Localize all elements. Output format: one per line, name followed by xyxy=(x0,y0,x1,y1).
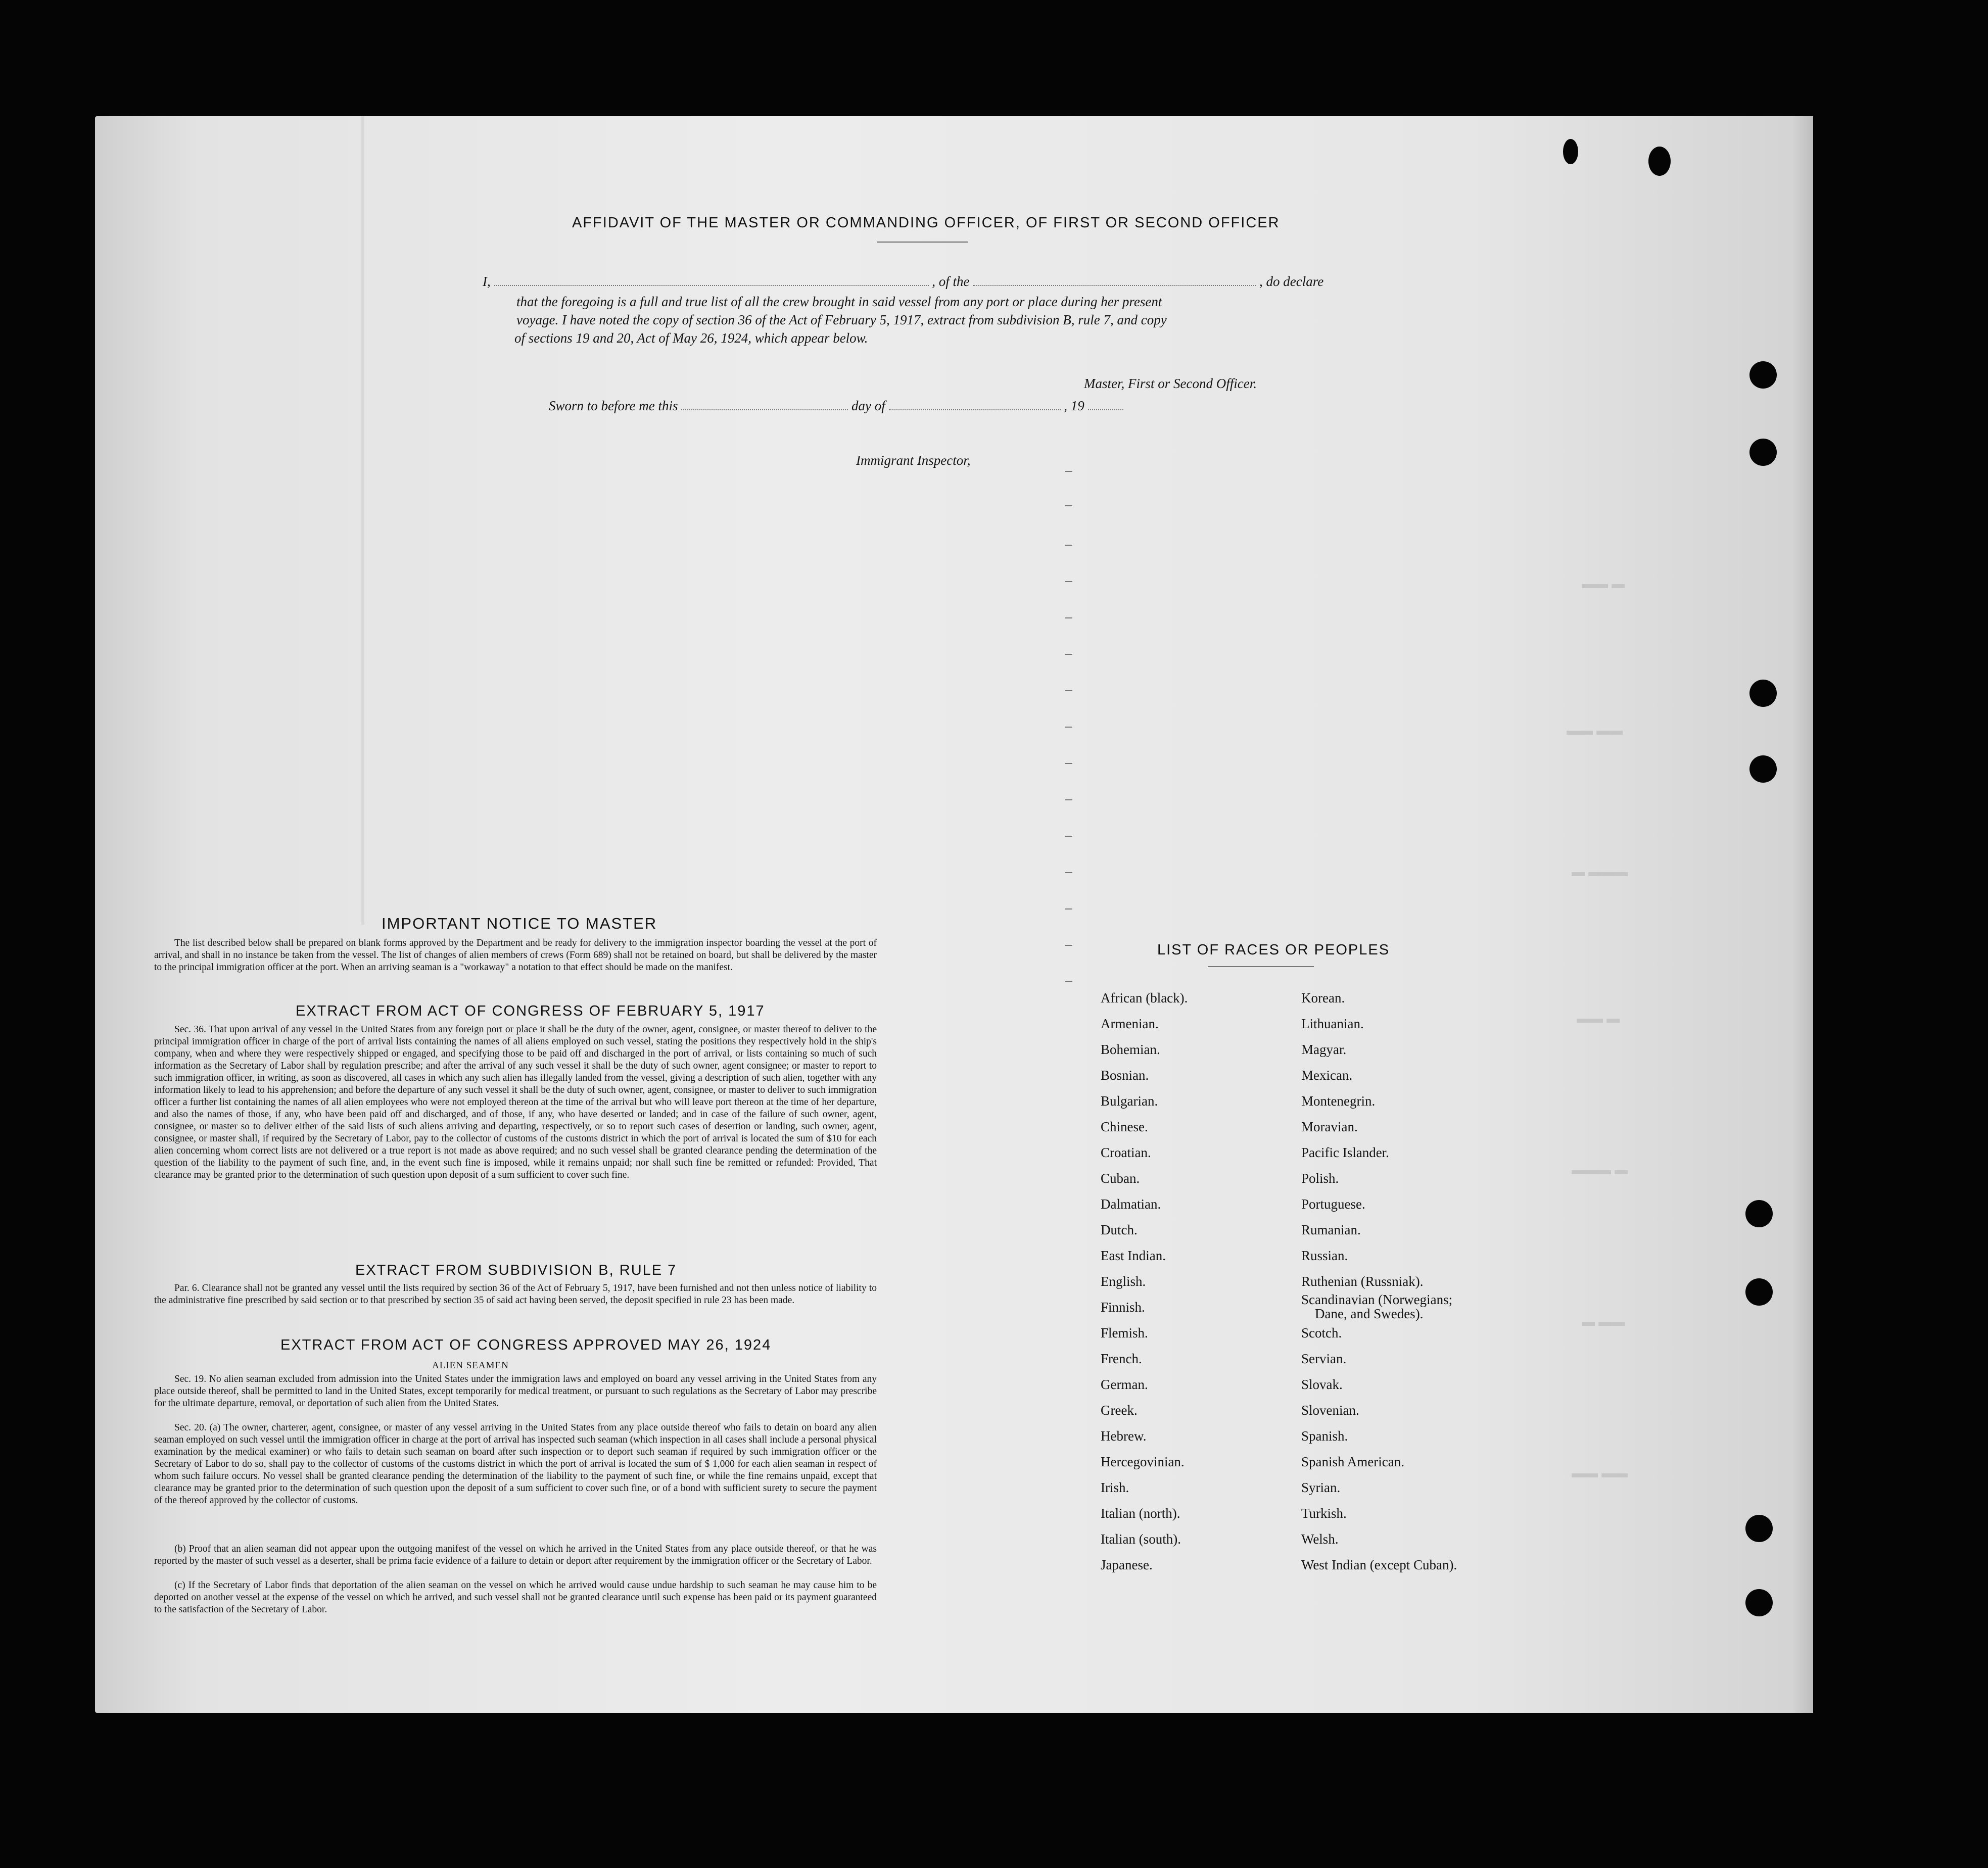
race-item: Irish. xyxy=(1101,1480,1129,1495)
bleed-through-text: ▬▬▬ ▬ xyxy=(1572,1162,1628,1177)
race-item: Chinese. xyxy=(1101,1119,1148,1134)
race-item: French. xyxy=(1101,1351,1142,1366)
tick-mark xyxy=(1065,690,1072,691)
race-item: Slovenian. xyxy=(1301,1403,1359,1418)
punch-hole xyxy=(1749,755,1777,783)
bleed-through-text: ▬▬ ▬ xyxy=(1582,576,1625,591)
name-field[interactable] xyxy=(494,275,929,286)
tick-mark xyxy=(1065,945,1072,946)
extract-rule7-title: EXTRACT FROM SUBDIVISION B, RULE 7 xyxy=(355,1262,677,1278)
tick-mark xyxy=(1065,581,1072,582)
race-item: Finnish. xyxy=(1101,1300,1145,1315)
race-item: Dalmatian. xyxy=(1101,1196,1161,1212)
race-item: Spanish American. xyxy=(1301,1454,1404,1469)
tick-mark xyxy=(1065,617,1072,618)
tick-mark xyxy=(1065,727,1072,728)
affidavit-body-line-3: of sections 19 and 20, Act of May 26, 1924, which appear below. xyxy=(514,330,868,346)
race-item: Scotch. xyxy=(1301,1325,1342,1340)
punch-hole xyxy=(1749,439,1777,466)
race-item: Magyar. xyxy=(1301,1042,1347,1057)
race-item: Pacific Islander. xyxy=(1301,1145,1389,1160)
punch-hole xyxy=(1745,1515,1773,1542)
race-item: Rumanian. xyxy=(1301,1222,1361,1237)
race-item: West Indian (except Cuban). xyxy=(1301,1557,1457,1572)
page-fold xyxy=(361,116,364,925)
tick-mark xyxy=(1065,545,1072,546)
race-item: Lithuanian. xyxy=(1301,1016,1364,1031)
race-item: Portuguese. xyxy=(1301,1196,1365,1212)
race-item: Armenian. xyxy=(1101,1016,1159,1031)
race-item: Bosnian. xyxy=(1101,1068,1149,1083)
i-label: I, xyxy=(483,274,491,289)
bleed-through-text: ▬▬ ▬▬ xyxy=(1567,723,1623,738)
notice-title: IMPORTANT NOTICE TO MASTER xyxy=(382,915,657,932)
race-item: Turkish. xyxy=(1301,1506,1347,1521)
sworn-line xyxy=(549,398,1123,414)
punch-hole xyxy=(1749,680,1777,707)
tick-mark xyxy=(1065,763,1072,764)
race-item: Servian. xyxy=(1301,1351,1347,1366)
sworn-year-field[interactable] xyxy=(1088,399,1123,410)
race-item: Moravian. xyxy=(1301,1119,1358,1134)
punch-hole xyxy=(1745,1200,1773,1227)
of-the-label: , of the xyxy=(932,274,970,289)
race-item: Bulgarian. xyxy=(1101,1093,1158,1109)
race-item: Scandinavian (Norwegians; xyxy=(1301,1292,1453,1307)
race-item: Hercegovinian. xyxy=(1101,1454,1185,1469)
punch-hole xyxy=(1563,139,1578,164)
tick-mark xyxy=(1065,981,1072,982)
extract-1924-sec20b: (b) Proof that an alien seaman did not appear upon the outgoing manifest of the vessel on which he arrived in the United States from any place outside thereof, or that he was reported by the master of such vessel as a deserter, shall be prima facie evidence of a failure to detain or deport after requirement by the immigration officer or the Secretary of Labor. xyxy=(154,1544,877,1566)
race-item: Montenegrin. xyxy=(1301,1093,1376,1109)
race-item: Mexican. xyxy=(1301,1068,1353,1083)
tick-mark xyxy=(1065,799,1072,800)
race-item: Italian (north). xyxy=(1101,1506,1180,1521)
race-item: African (black). xyxy=(1101,990,1188,1005)
race-item: Russian. xyxy=(1301,1248,1348,1263)
tick-mark xyxy=(1065,872,1072,873)
title-rule xyxy=(877,242,968,243)
tick-mark xyxy=(1065,836,1072,837)
race-item: East Indian. xyxy=(1101,1248,1166,1263)
bleed-through-text: ▬▬ ▬▬ xyxy=(1572,1465,1628,1480)
extract-1924-sec19: Sec. 19. No alien seaman excluded from admission into the United States under the immigration laws and employed on board any vessel arriving in the United States from any place outside thereof, shall be permitted to land in the United States, except temporarily for medical treatment, or pursuant to such regulations as the Secretary of Labor may prescribe for the ultimate departure, removal, or deportation of such alien from the United States. xyxy=(154,1374,877,1409)
punch-hole xyxy=(1745,1589,1773,1616)
vessel-field[interactable] xyxy=(973,275,1256,286)
year-label: , 19 xyxy=(1064,398,1084,413)
races-title: LIST OF RACES OR PEOPLES xyxy=(1157,942,1390,958)
punch-hole xyxy=(1749,361,1777,389)
sworn-month-field[interactable] xyxy=(889,399,1061,410)
race-item: English. xyxy=(1101,1274,1146,1289)
tick-mark xyxy=(1065,471,1072,472)
race-item: Dutch. xyxy=(1101,1222,1138,1237)
race-item: Flemish. xyxy=(1101,1325,1148,1340)
races-title-rule xyxy=(1208,966,1314,967)
alien-seamen-subtitle: ALIEN SEAMEN xyxy=(432,1360,509,1371)
extract-1917-text: Sec. 36. That upon arrival of any vessel in the United States from any foreign port or place it shall be the duty of the owner, agent, consignee, or master thereof to deliver to the principal immigration officer in charge of the port of arrival lists containing the names of all aliens employed on such vessel, stating the positions they respectively hold in the ship's company, when and where they were respectively shipped or engaged, and specifying those to be paid off and discharged in the port of arrival, or lists containing so much of such information as the Secretary of Labor shall by regulation prescribe; and after the arrival of any such vessel it shall be the duty of such owner, agent consignee; or master to report to such immigration officer, in writing, as soon as discovered, all cases in which any such alien has illegally landed from the vessel, giving a description of such alien, together with any information likely to lead to his apprehension; and before the departure of any such vessel it shall be the duty of such owner, agent, consignee, or master to deliver to such immigration officer a further list containing the names of all alien employees who were not employed thereon at the time of the arrival but who will leave port thereon at the time of her departure, and also the names of those, if any, who have been paid off and discharged, and of those, if any, who have deserted or landed; and in case of the failure of such owner, agent, consignee, or master so to deliver either of the said lists of such aliens arriving and departing, respectively, or so to report such cases of desertion or landing, such owner, agent, consignee, or master shall, if required by the Secretary of Labor, pay to the collector of customs of the customs district in which the port of arrival is located the sum of $10 for each alien concerning whom correct lists are not delivered or a true report is not made as above required; and no such vessel shall be granted clearance pending the determination of the question of the liability to the payment of such fine, and, in the event such fine is imposed, while it remains unpaid; nor shall such fine be remitted or refunded: Provided, That clearance may be granted prior to the determination of such question upon deposit of a sum sufficient to cover such fine. xyxy=(154,1024,877,1180)
race-item: Polish. xyxy=(1301,1171,1339,1186)
race-item: Syrian. xyxy=(1301,1480,1341,1495)
race-item: German. xyxy=(1101,1377,1148,1392)
extract-1924-sec20c: (c) If the Secretary of Labor finds that deportation of the alien seaman on the vessel on which he arrived would cause undue hardship to such seaman he may cause him to be deported on another vessel at the expense of the vessel on which he arrived, and such vessel shall not be granted clearance until such expense has been paid or its payment guaranteed to the satisfaction of the Secretary of Labor. xyxy=(154,1580,877,1615)
race-item: Cuban. xyxy=(1101,1171,1140,1186)
tick-mark xyxy=(1065,908,1072,909)
race-item: Greek. xyxy=(1101,1403,1138,1418)
sworn-day-field[interactable] xyxy=(681,399,848,410)
immigrant-inspector-label: Immigrant Inspector, xyxy=(856,453,971,468)
extract-1917-title: EXTRACT FROM ACT OF CONGRESS OF FEBRUARY 5, 1917 xyxy=(296,1003,765,1019)
race-item: Korean. xyxy=(1301,990,1345,1005)
bleed-through-text: ▬ ▬▬ xyxy=(1582,1314,1625,1329)
bleed-through-text: ▬ ▬▬▬ xyxy=(1572,864,1628,879)
tick-mark xyxy=(1065,505,1072,506)
race-item: Hebrew. xyxy=(1101,1428,1147,1444)
tick-mark xyxy=(1065,654,1072,655)
race-item: Spanish. xyxy=(1301,1428,1348,1444)
extract-1924-sec20a: Sec. 20. (a) The owner, charterer, agent, consignee, or master of any vessel arriving in the United States from any place outside thereof who fails to detain on board any alien seaman employed on such vessel until the immigration officer in charge at the port of arrival has inspected such seaman (which inspection in all cases shall include a personal physical examination by the medical examiner) or who fails to detain such seaman on board after such inspection or to deport such seaman if required by such immigration officer or the Secretary of Labor to do so, shall pay to the collector of customs of the customs district in which the port of arrival is located the sum of $ 1,000 for each alien seaman in respect of whom such failure occurs. No vessel shall be granted clearance pending the determination of the liability to the payment of such fine, or while the fine remains unpaid, except that clearance may be granted prior to the determination of such question upon the deposit of a sum sufficient to cover such fine, or of a bond with sufficient surety to secure the payment of the thereof approved by the collector of customs. xyxy=(154,1422,877,1506)
race-item: Japanese. xyxy=(1101,1557,1153,1572)
day-of-label: day of xyxy=(851,398,885,413)
race-item: Dane, and Swedes). xyxy=(1315,1306,1424,1321)
master-signature-label: Master, First or Second Officer. xyxy=(1084,376,1257,391)
sworn-label: Sworn to before me this xyxy=(549,398,678,413)
bleed-through-text: ▬▬ ▬ xyxy=(1577,1011,1620,1026)
race-item: Bohemian. xyxy=(1101,1042,1160,1057)
punch-hole xyxy=(1648,147,1671,176)
page-edge xyxy=(1793,116,1813,1713)
affidavit-declaration-line xyxy=(483,274,1323,290)
extract-1924-title: EXTRACT FROM ACT OF CONGRESS APPROVED MAY 26, 1924 xyxy=(280,1337,772,1353)
race-item: Ruthenian (Russniak). xyxy=(1301,1274,1424,1289)
affidavit-body-line-2: voyage. I have noted the copy of section 36 of the Act of February 5, 1917, extract from subdivision B, rule 7, and copy xyxy=(516,312,1167,327)
race-item: Slovak. xyxy=(1301,1377,1343,1392)
affidavit-body-line-1: that the foregoing is a full and true list of all the crew brought in said vessel from any port or place during her present xyxy=(516,294,1162,309)
race-item: Croatian. xyxy=(1101,1145,1151,1160)
notice-text: The list described below shall be prepared on blank forms approved by the Department and be ready for delivery to the immigration inspector boarding the vessel at the port of arrival, and shall in no instance be taken from the vessel. The list of changes of alien members of crews (Form 689) shall not be retained on board, but shall be delivered by the master to the principal immigration officer at the port. When an arriving seaman is a "workaway" a notation to that effect should be made on the manifest. xyxy=(154,938,877,973)
affidavit-title: AFFIDAVIT OF THE MASTER OR COMMANDING OFFICER, OF FIRST OR SECOND OFFICER xyxy=(572,215,1280,231)
race-item: Italian (south). xyxy=(1101,1531,1181,1547)
race-item: Welsh. xyxy=(1301,1531,1339,1547)
extract-rule7-text: Par. 6. Clearance shall not be granted any vessel until the lists required by section 36 of the Act of February 5, 1917, have been furnished and not then unless notice of liability to the administrative fine prescribed by said section or to that prescribed by section 35 of said act having been served, the deposit specified in rule 23 has been made. xyxy=(154,1283,877,1306)
do-declare-label: , do declare xyxy=(1259,274,1324,289)
punch-hole xyxy=(1745,1278,1773,1306)
